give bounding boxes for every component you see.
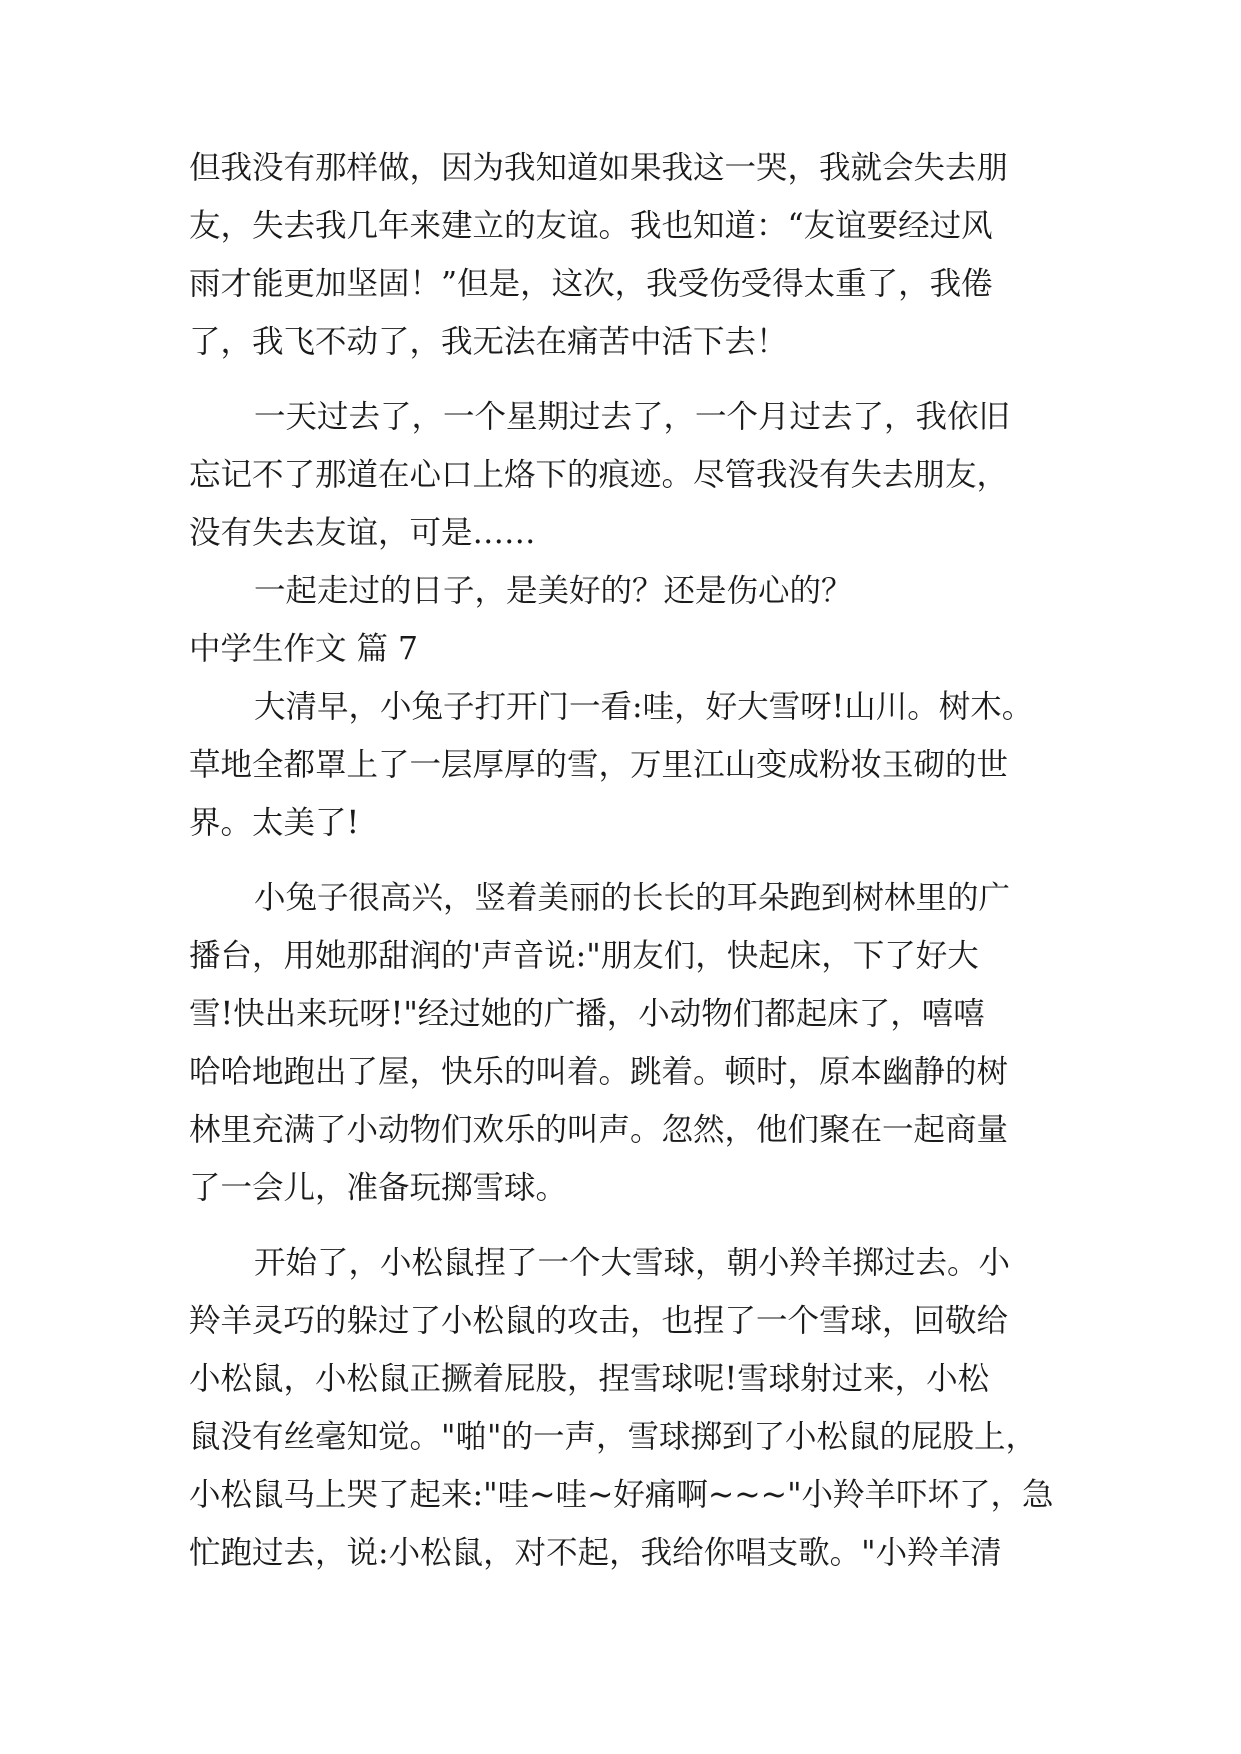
text-line: 哈哈地跑出了屋，快乐的叫着。跳着。顿时，原本幽静的树 (189, 1054, 1009, 1090)
text-line: 没有失去友谊，可是…… (189, 515, 536, 551)
text-line: 小松鼠马上哭了起来:"哇~哇~好痛啊~~~"小羚羊吓坏了，急 (189, 1477, 1054, 1513)
text-line: 友，失去我几年来建立的友谊。我也知道：“友谊要经过风 (189, 208, 993, 244)
text-line: 忘记不了那道在心口上烙下的痕迹。尽管我没有失去朋友， (189, 457, 1009, 493)
text-line: 一起走过的日子，是美好的？还是伤心的？ (254, 573, 853, 609)
text-line: 但我没有那样做，因为我知道如果我这一哭，我就会失去朋 (189, 150, 1009, 186)
text-line: 界。太美了! (189, 805, 360, 841)
text-line: 了一会儿，准备玩掷雪球。 (189, 1170, 568, 1206)
text-line: 雨才能更加坚固！”但是，这次，我受伤受得太重了，我倦 (189, 266, 993, 302)
text-line: 开始了，小松鼠捏了一个大雪球，朝小羚羊掷过去。小 (254, 1245, 1011, 1281)
section-heading: 中学生作文 篇 7 (189, 631, 419, 667)
text-line: 小松鼠，小松鼠正撅着屁股，捏雪球呢!雪球射过来，小松 (189, 1361, 990, 1397)
text-line: 鼠没有丝毫知觉。"啪"的一声，雪球掷到了小松鼠的屁股上， (189, 1419, 1037, 1455)
text-line: 羚羊灵巧的躲过了小松鼠的攻击，也捏了一个雪球，回敬给 (189, 1303, 1009, 1339)
text-line: 林里充满了小动物们欢乐的叫声。忽然，他们聚在一起商量 (189, 1112, 1009, 1148)
text-line: 雪!快出来玩呀!"经过她的广播，小动物们都起床了，嘻嘻 (189, 996, 985, 1032)
text-line: 大清早，小兔子打开门一看:哇，好大雪呀!山川。树木。 (254, 689, 1034, 725)
text-line: 了，我飞不动了，我无法在痛苦中活下去！ (189, 324, 788, 360)
text-line: 小兔子很高兴，竖着美丽的长长的耳朵跑到树林里的广 (254, 880, 1011, 916)
text-line: 草地全都罩上了一层厚厚的雪，万里江山变成粉妆玉砌的世 (189, 747, 1009, 783)
text-line: 忙跑过去，说:小松鼠，对不起，我给你唱支歌。"小羚羊清 (189, 1535, 1002, 1571)
text-line: 一天过去了，一个星期过去了，一个月过去了，我依旧 (254, 399, 1011, 435)
text-line: 播台，用她那甜润的'声音说:"朋友们，快起床，下了好大 (189, 938, 979, 974)
